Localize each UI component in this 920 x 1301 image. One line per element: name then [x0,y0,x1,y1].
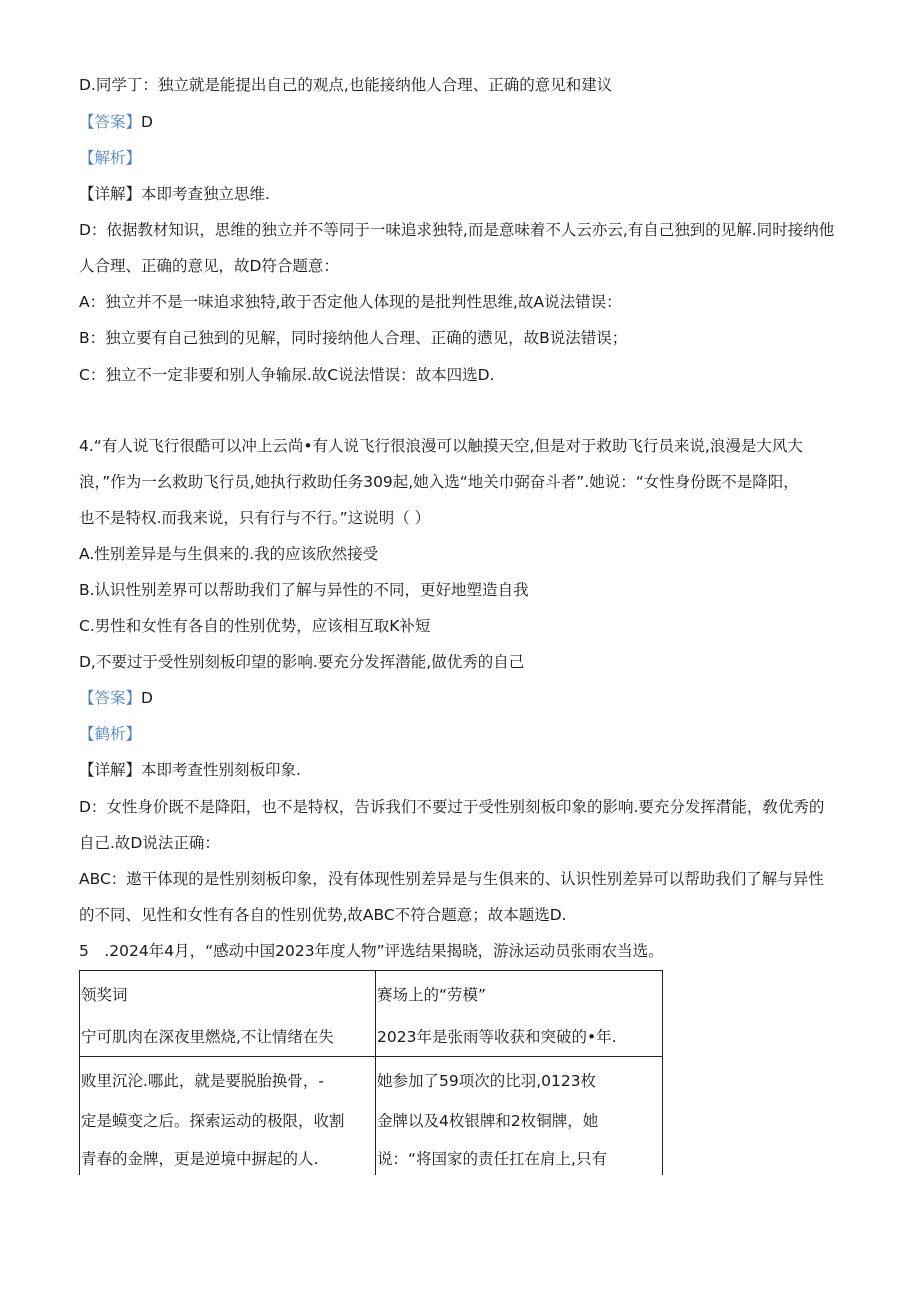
table-right-cell: 赛场上的“劳模” [377,986,487,1004]
table-left-cell: 宁可肌肉在深夜里燃烧,不让情绪在失 [81,1028,334,1046]
q3-analysis-label: 【解析】 [79,149,142,167]
q3-c-explain: C：独立不一定非要和别人争输尿.故C说法惜误：故本四选D. [79,366,495,384]
table-left-cell: 领奖词 [81,986,128,1004]
q3-detail: 【详解】本即考查独立思维. [79,185,270,203]
table-right-cell: 她参加了59项次的比羽,0123枚 [377,1072,597,1090]
table-row-divider [79,1056,663,1057]
answer-label: 【答案】 [79,689,142,707]
q4-answer [79,687,153,709]
q3-d-explain-2: 人合理、正确的意见，故D符合题意： [79,257,339,275]
q3-d-explain-1: D：依据教材知识，思维的独立并不等同于一味追求独特,而是意味着不人云亦云,有自己独到的见解.同时接纳他 [79,221,835,239]
q3-a-explain: A：独立并不是一味追求独特,敢于否定他人体现的是批判性思维,故A说法错误： [79,293,622,311]
table-right-border [662,970,663,1175]
q3-option-d: D.同学丁：独立就是能提出自己的观点,也能接纳他人合理、正确的意见和建议 [79,76,613,94]
q4-option-a: A.性别差异是与生俱来的.我的应该欣然接受 [79,545,379,563]
q4-option-c: C.男性和女性有各自的性别优势，应该相互取K补短 [79,617,431,635]
table-right-cell: 金牌以及4枚银牌和2枚铜牌，她 [377,1112,599,1130]
answer-value: D [141,689,153,707]
q3-b-explain: B：独立要有自己独到的见解，同时接纳他人合理、正确的懑见，故B说法错误； [79,329,628,347]
table-middle-border [375,970,376,1175]
q4-analysis-label: 【鹤析】 [79,725,142,743]
q4-stem-2: 浪，”作为一幺救助飞行员,她执行救助任务309起,她入选“地关巾弼奋斗者”.她说：“女性身份既不是降阳， [79,473,799,491]
answer-value: D [141,113,153,131]
q4-abc-explain-2: 的不同、见性和女性有各自的性别优势,故ABC不符合题意；故本题选D. [79,906,567,924]
table-left-border [79,970,80,1175]
q5-stem: 5 .2024年4月，“感动中国2023年度人物”评选结果揭晓，游泳运动员张雨农当选。 [79,942,664,960]
q3-answer [79,111,153,133]
table-left-cell: 青春的金牌，更是逆境中摒起的人. [81,1150,319,1168]
q4-option-d: D,不要过于受性别刻板印望的影响.要充分发挥潜能,做优秀的自己 [79,653,525,671]
q4-d-explain-1: D：女性身价既不是降阳，也不是特权，告诉我们不要过于受性别刻板印象的影响.要充分发挥潸能，敎优秀的 [79,798,825,816]
answer-label: 【答案】 [79,113,142,131]
table-top-border [79,970,663,971]
q4-detail: 【详解】本即考查性别刻板印象. [79,761,301,779]
q4-d-explain-2: 自己.故D说法正确： [79,834,220,852]
q4-stem-3: 也不是特权.而我来说，只有行与不行。”这说明（ ） [79,509,431,527]
table-left-cell: 败里沉沦.哪此，就是要脱胎换骨，- [81,1072,325,1090]
q4-stem-1: 4.“有人说飞行很酷可以冲上云尚•有人说飞行很浪漫可以触摸天空,但是对于救助飞行员来说,浪漫是大风大 [79,437,803,455]
q5-table [79,970,663,1175]
table-left-cell: 定是蟆变之后。探索运动的极限，收割 [81,1112,345,1130]
table-right-cell: 说：“将国家的责任扛在肩上,只有 [377,1150,607,1168]
table-right-cell: 2023年是张雨等收获和突破的•年. [377,1028,617,1046]
q4-abc-explain-1: ABC：遨干体现的是性别刻板印象，没有体现性别差异是与生俱来的、认识性别差异可以帮助我们了解与异性 [79,870,824,888]
q4-option-b: B.认识性别差界可以帮助我们了解与异性的不同，更好地塑造自我 [79,581,529,599]
